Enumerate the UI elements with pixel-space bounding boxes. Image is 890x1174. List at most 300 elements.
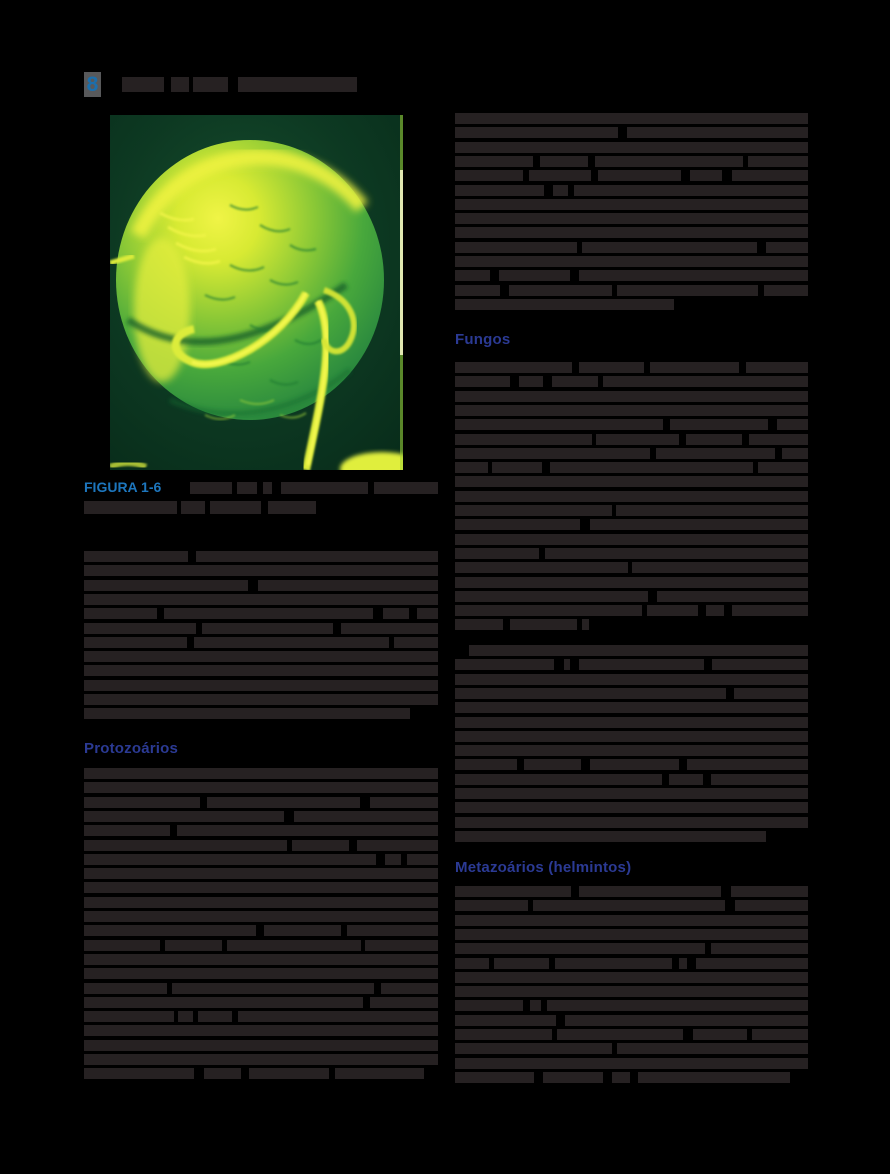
redacted-text-segment — [582, 619, 590, 630]
redacted-text-segment — [455, 1029, 552, 1040]
redacted-text-segment — [455, 659, 554, 670]
right-paragraph-b-line — [455, 591, 808, 602]
redacted-text-segment — [510, 619, 577, 630]
figure-caption-label: FIGURA 1-6 — [84, 479, 162, 495]
redacted-text-segment — [595, 156, 744, 167]
redacted-text-segment — [696, 958, 808, 969]
right-paragraph-b-line — [455, 391, 808, 402]
redacted-text-segment — [455, 1072, 534, 1083]
redacted-text-segment — [357, 840, 438, 851]
redacted-text-segment — [455, 958, 489, 969]
redacted-text-segment — [670, 419, 768, 430]
redacted-text-segment — [227, 940, 361, 951]
redacted-text-segment — [210, 501, 261, 514]
right-paragraph-c-line — [455, 831, 766, 842]
right-paragraph-a-line — [455, 113, 808, 124]
redacted-text-segment — [455, 802, 808, 813]
redacted-text-segment — [616, 505, 808, 516]
page-number-box — [84, 72, 101, 97]
redacted-text-segment — [84, 680, 438, 691]
right-paragraph-d-line — [455, 1058, 808, 1069]
redacted-text-segment — [579, 270, 808, 281]
redacted-text-segment — [455, 434, 592, 445]
redacted-text-segment — [582, 242, 757, 253]
redacted-text-segment — [455, 534, 808, 545]
redacted-text-segment — [84, 1040, 438, 1051]
redacted-text-segment — [711, 943, 808, 954]
right-paragraph-c-line — [455, 731, 808, 742]
redacted-text-segment — [579, 659, 705, 670]
right-paragraph-a-line — [455, 242, 808, 253]
redacted-text-segment — [455, 1000, 523, 1011]
right-paragraph-a-line — [455, 256, 808, 267]
redacted-text-segment — [455, 717, 808, 728]
redacted-text-segment — [204, 1068, 241, 1079]
chapter-title-line — [122, 77, 357, 92]
redacted-text-segment — [734, 688, 808, 699]
redacted-text-segment — [656, 448, 775, 459]
redacted-text-segment — [365, 940, 438, 951]
redacted-text-segment — [669, 774, 703, 785]
left-paragraph-1-line — [84, 708, 410, 719]
redacted-text-segment — [84, 840, 287, 851]
right-paragraph-a-line — [455, 270, 808, 281]
redacted-text-segment — [84, 897, 438, 908]
redacted-text-segment — [84, 551, 188, 562]
left-paragraph-1-line — [84, 694, 438, 705]
right-paragraph-c-line — [455, 759, 808, 770]
right-paragraph-c-line — [455, 674, 808, 685]
redacted-text-segment — [455, 1043, 612, 1054]
right-paragraph-c-line — [455, 702, 808, 713]
redacted-text-segment — [84, 694, 438, 705]
redacted-text-segment — [706, 605, 725, 616]
sem-micrograph-protozoan-icon — [110, 115, 403, 470]
redacted-text-segment — [455, 419, 663, 430]
redacted-text-segment — [455, 688, 726, 699]
redacted-text-segment — [638, 1072, 790, 1083]
redacted-text-segment — [84, 825, 170, 836]
redacted-text-segment — [469, 645, 808, 656]
redacted-text-segment — [647, 605, 698, 616]
redacted-text-segment — [455, 562, 628, 573]
redacted-text-segment — [237, 482, 258, 494]
right-paragraph-a-line — [455, 285, 808, 296]
redacted-text-segment — [492, 462, 542, 473]
redacted-text-segment — [455, 759, 517, 770]
redacted-text-segment — [455, 491, 808, 502]
right-paragraph-c-line — [455, 717, 808, 728]
right-paragraph-b-line — [455, 534, 808, 545]
redacted-text-segment — [455, 674, 808, 685]
redacted-text-segment — [455, 1015, 556, 1026]
redacted-text-segment — [766, 242, 808, 253]
redacted-text-segment — [455, 213, 808, 224]
right-paragraph-a-line — [455, 185, 808, 196]
redacted-text-segment — [455, 831, 766, 842]
redacted-text-segment — [238, 1011, 438, 1022]
redacted-text-segment — [524, 759, 580, 770]
redacted-text-segment — [596, 434, 678, 445]
redacted-text-segment — [84, 925, 256, 936]
redacted-text-segment — [202, 623, 333, 634]
redacted-text-segment — [574, 185, 808, 196]
redacted-text-segment — [341, 623, 438, 634]
redacted-text-segment — [122, 77, 164, 92]
redacted-text-segment — [294, 811, 438, 822]
redacted-text-segment — [238, 77, 357, 92]
left-paragraph-2-line — [84, 797, 438, 808]
redacted-text-segment — [545, 548, 808, 559]
redacted-text-segment — [455, 256, 808, 267]
redacted-text-segment — [84, 811, 284, 822]
left-paragraph-1-line — [84, 623, 438, 634]
redacted-text-segment — [84, 1025, 438, 1036]
right-paragraph-b-line — [455, 434, 808, 445]
redacted-text-segment — [509, 285, 612, 296]
section-heading-protozoans: Protozoários — [84, 740, 179, 757]
redacted-text-segment — [171, 77, 189, 92]
redacted-text-segment — [617, 285, 758, 296]
left-paragraph-1-line — [84, 680, 438, 691]
right-paragraph-d-line — [455, 1043, 808, 1054]
redacted-text-segment — [455, 448, 650, 459]
left-paragraph-2-line — [84, 968, 438, 979]
redacted-text-segment — [84, 954, 438, 965]
section-heading-metazoans: Metazoários (helmintos) — [455, 859, 632, 876]
redacted-text-segment — [164, 608, 373, 619]
right-paragraph-a-line — [455, 199, 808, 210]
redacted-text-segment — [455, 242, 577, 253]
left-paragraph-2-line — [84, 782, 438, 793]
redacted-text-segment — [782, 448, 808, 459]
redacted-text-segment — [198, 1011, 232, 1022]
right-paragraph-c-line — [455, 802, 808, 813]
redacted-text-segment — [540, 156, 588, 167]
left-paragraph-2-line — [84, 940, 438, 951]
redacted-text-segment — [84, 580, 248, 591]
right-paragraph-c-line — [469, 645, 808, 656]
right-paragraph-a-line — [455, 299, 674, 310]
redacted-text-segment — [177, 825, 438, 836]
redacted-text-segment — [455, 362, 572, 373]
redacted-text-segment — [579, 362, 644, 373]
redacted-text-segment — [603, 376, 808, 387]
section-heading-fungi: Fungos — [455, 331, 511, 348]
redacted-text-segment — [746, 362, 808, 373]
redacted-text-segment — [190, 482, 232, 494]
redacted-text-segment — [455, 774, 662, 785]
right-paragraph-b-line — [455, 519, 808, 530]
redacted-text-segment — [84, 651, 438, 662]
redacted-text-segment — [455, 170, 523, 181]
redacted-text-segment — [207, 797, 361, 808]
redacted-text-segment — [370, 797, 438, 808]
redacted-text-segment — [632, 562, 808, 573]
redacted-text-segment — [455, 702, 808, 713]
redacted-text-segment — [455, 817, 808, 828]
redacted-text-segment — [455, 127, 618, 138]
redacted-text-segment — [84, 997, 363, 1008]
redacted-text-segment — [84, 911, 438, 922]
left-paragraph-2-line — [84, 811, 438, 822]
left-paragraph-1-line — [84, 594, 438, 605]
left-paragraph-2-line — [84, 1040, 438, 1051]
right-paragraph-d-line — [455, 886, 808, 897]
left-paragraph-2-line — [84, 983, 438, 994]
caption-line-2-line — [84, 501, 316, 514]
right-paragraph-b-line — [455, 476, 808, 487]
redacted-text-segment — [764, 285, 808, 296]
redacted-text-segment — [84, 768, 438, 779]
redacted-text-segment — [264, 925, 341, 936]
right-paragraph-c-line — [455, 745, 808, 756]
redacted-text-segment — [84, 501, 177, 514]
redacted-text-segment — [627, 127, 808, 138]
redacted-text-segment — [777, 419, 808, 430]
redacted-text-segment — [394, 637, 438, 648]
redacted-text-segment — [650, 362, 739, 373]
redacted-text-segment — [193, 77, 228, 92]
left-paragraph-2-line — [84, 854, 438, 865]
redacted-text-segment — [455, 227, 808, 238]
right-paragraph-b-line — [455, 448, 808, 459]
page-number: 8 — [86, 73, 99, 96]
redacted-text-segment — [455, 886, 571, 897]
redacted-text-segment — [84, 623, 196, 634]
redacted-text-segment — [455, 156, 533, 167]
left-paragraph-2-line — [84, 882, 438, 893]
redacted-text-segment — [752, 1029, 808, 1040]
redacted-text-segment — [732, 605, 808, 616]
left-paragraph-2-line — [84, 954, 438, 965]
redacted-text-segment — [564, 659, 570, 670]
redacted-text-segment — [686, 434, 743, 445]
redacted-text-segment — [735, 900, 808, 911]
redacted-text-segment — [455, 577, 808, 588]
redacted-text-segment — [292, 840, 348, 851]
redacted-text-segment — [455, 299, 674, 310]
redacted-text-segment — [455, 731, 808, 742]
redacted-text-segment — [249, 1068, 330, 1079]
redacted-text-segment — [617, 1043, 808, 1054]
right-paragraph-d-line — [455, 915, 808, 926]
redacted-text-segment — [84, 708, 410, 719]
redacted-text-segment — [455, 619, 503, 630]
figure-photo — [110, 115, 403, 470]
redacted-text-segment — [553, 185, 567, 196]
right-paragraph-d-line — [455, 986, 808, 997]
left-paragraph-2-line — [84, 925, 438, 936]
redacted-text-segment — [84, 665, 438, 676]
redacted-text-segment — [547, 1000, 808, 1011]
redacted-text-segment — [374, 482, 438, 494]
redacted-text-segment — [455, 185, 544, 196]
right-paragraph-b-line — [455, 548, 808, 559]
redacted-text-segment — [557, 1029, 683, 1040]
redacted-text-segment — [555, 958, 673, 969]
redacted-text-segment — [455, 199, 808, 210]
right-paragraph-d-line — [455, 972, 808, 983]
right-paragraph-d-line — [455, 929, 808, 940]
redacted-text-segment — [690, 170, 722, 181]
right-paragraph-c-line — [455, 788, 808, 799]
redacted-text-segment — [687, 759, 808, 770]
redacted-text-segment — [565, 1015, 808, 1026]
right-paragraph-b-line — [455, 462, 808, 473]
redacted-text-segment — [84, 1054, 438, 1065]
right-paragraph-b-line — [455, 577, 808, 588]
redacted-text-segment — [455, 142, 808, 153]
right-paragraph-b-line — [455, 605, 808, 616]
redacted-text-segment — [748, 156, 808, 167]
redacted-text-segment — [455, 605, 642, 616]
left-paragraph-2-line — [84, 825, 438, 836]
right-paragraph-b-line — [455, 491, 808, 502]
right-paragraph-c-line — [455, 774, 808, 785]
right-paragraph-d-line — [455, 943, 808, 954]
redacted-text-segment — [84, 983, 167, 994]
redacted-text-segment — [455, 285, 500, 296]
right-paragraph-a-line — [455, 156, 808, 167]
right-paragraph-c-line — [455, 688, 808, 699]
redacted-text-segment — [172, 983, 374, 994]
redacted-text-segment — [347, 925, 438, 936]
right-paragraph-b-line — [455, 376, 808, 387]
redacted-text-segment — [455, 476, 808, 487]
redacted-text-segment — [455, 788, 808, 799]
redacted-text-segment — [732, 170, 808, 181]
right-paragraph-a-line — [455, 213, 808, 224]
redacted-text-segment — [579, 886, 721, 897]
left-paragraph-2-line — [84, 1025, 438, 1036]
right-paragraph-d-line — [455, 1000, 808, 1011]
redacted-text-segment — [494, 958, 549, 969]
right-paragraph-b-line — [455, 619, 589, 630]
redacted-text-segment — [181, 501, 205, 514]
redacted-text-segment — [383, 608, 409, 619]
right-paragraph-c-line — [455, 659, 808, 670]
left-paragraph-2-line — [84, 997, 438, 1008]
right-paragraph-a-line — [455, 127, 808, 138]
redacted-text-segment — [455, 505, 612, 516]
redacted-text-segment — [84, 882, 438, 893]
left-paragraph-2-line — [84, 768, 438, 779]
caption-line-1-line — [190, 482, 438, 494]
left-paragraph-2-line — [84, 897, 438, 908]
redacted-text-segment — [263, 482, 271, 494]
left-paragraph-2-line — [84, 1054, 438, 1065]
redacted-text-segment — [385, 854, 402, 865]
redacted-text-segment — [749, 434, 808, 445]
redacted-text-segment — [590, 519, 808, 530]
redacted-text-segment — [455, 519, 580, 530]
left-paragraph-2-line — [84, 1011, 438, 1022]
redacted-text-segment — [455, 745, 808, 756]
redacted-text-segment — [657, 591, 808, 602]
redacted-text-segment — [519, 376, 542, 387]
left-paragraph-1-line — [84, 665, 438, 676]
right-paragraph-d-line — [455, 1015, 808, 1026]
redacted-text-segment — [455, 986, 808, 997]
redacted-text-segment — [530, 1000, 542, 1011]
redacted-text-segment — [281, 482, 368, 494]
redacted-text-segment — [84, 1068, 194, 1079]
redacted-text-segment — [84, 565, 438, 576]
right-paragraph-a-line — [455, 142, 808, 153]
left-paragraph-1-line — [84, 608, 438, 619]
redacted-text-segment — [533, 900, 726, 911]
left-paragraph-1-line — [84, 637, 438, 648]
redacted-text-segment — [455, 900, 528, 911]
right-paragraph-d-line — [455, 1072, 790, 1083]
right-paragraph-a-line — [455, 170, 808, 181]
redacted-text-segment — [455, 391, 808, 402]
redacted-text-segment — [84, 637, 187, 648]
redacted-text-segment — [712, 659, 808, 670]
redacted-text-segment — [552, 376, 597, 387]
redacted-text-segment — [268, 501, 316, 514]
redacted-text-segment — [417, 608, 438, 619]
redacted-text-segment — [335, 1068, 424, 1079]
right-paragraph-d-line — [455, 900, 808, 911]
redacted-text-segment — [196, 551, 438, 562]
redacted-text-segment — [455, 943, 705, 954]
redacted-text-segment — [84, 782, 438, 793]
redacted-text-segment — [455, 270, 490, 281]
redacted-text-segment — [178, 1011, 193, 1022]
redacted-text-segment — [758, 462, 808, 473]
redacted-text-segment — [455, 972, 808, 983]
redacted-text-segment — [84, 797, 200, 808]
right-paragraph-d-line — [455, 1029, 808, 1040]
left-paragraph-1-line — [84, 651, 438, 662]
redacted-text-segment — [84, 868, 438, 879]
redacted-text-segment — [84, 940, 160, 951]
redacted-text-segment — [455, 548, 539, 559]
right-paragraph-b-line — [455, 562, 808, 573]
redacted-text-segment — [84, 854, 376, 865]
redacted-text-segment — [731, 886, 808, 897]
redacted-text-segment — [194, 637, 389, 648]
left-paragraph-1-line — [84, 580, 438, 591]
right-paragraph-a-line — [455, 227, 808, 238]
redacted-text-segment — [590, 759, 679, 770]
redacted-text-segment — [381, 983, 438, 994]
redacted-text-segment — [543, 1072, 603, 1083]
redacted-text-segment — [407, 854, 438, 865]
right-paragraph-b-line — [455, 505, 808, 516]
left-paragraph-2-line — [84, 868, 438, 879]
right-paragraph-c-line — [455, 817, 808, 828]
redacted-text-segment — [598, 170, 681, 181]
redacted-text-segment — [165, 940, 223, 951]
left-paragraph-1-line — [84, 565, 438, 576]
redacted-text-segment — [84, 968, 438, 979]
redacted-text-segment — [455, 113, 808, 124]
right-paragraph-b-line — [455, 405, 808, 416]
redacted-text-segment — [455, 929, 808, 940]
redacted-text-segment — [84, 594, 438, 605]
left-paragraph-2-line — [84, 911, 438, 922]
redacted-text-segment — [693, 1029, 747, 1040]
redacted-text-segment — [84, 608, 157, 619]
left-paragraph-1-line — [84, 551, 438, 562]
redacted-text-segment — [455, 591, 648, 602]
right-paragraph-d-line — [455, 958, 808, 969]
left-paragraph-2-line — [84, 840, 438, 851]
redacted-text-segment — [258, 580, 438, 591]
